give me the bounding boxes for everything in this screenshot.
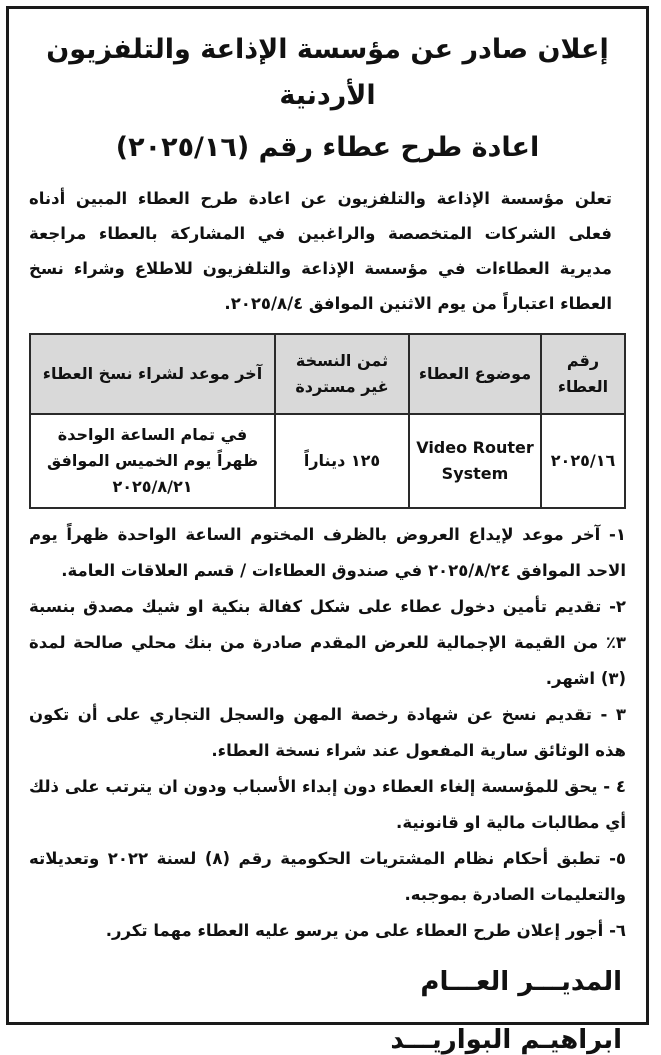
tender-number-value: ٢٠٢٥/١٦ [550, 451, 616, 470]
term-item: ٣ - تقديم نسخ عن شهادة رخصة المهن والسجل التجاري على أن تكون هذه الوثائق سارية المفعول عند شراء نسخة العطاء. [29, 705, 626, 760]
term-item: ١- آخر موعد لإيداع العروض بالظرف المختوم الساعة الواحدة ظهراً يوم الاحد الموافق ٢٠٢٥/٨/٢٤ في صندوق العطاءات / قسم العلاقات العامة. [29, 525, 626, 580]
header-copy-price: ثمن النسخة غير مستردة [275, 334, 409, 414]
header-tender-subject: موضوع العطاء [409, 334, 541, 414]
signatory-name: ابراهيـم البواريـــد [390, 1025, 622, 1055]
cell-purchase-deadline: في تمام الساعة الواحدة ظهراً يوم الخميس الموافق ٢٠٢٥/٨/٢١ [30, 414, 275, 508]
tender-subtitle: اعادة طرح عطاء رقم (٢٠٢٥/١٦) [115, 132, 540, 163]
announcement-title: إعلان صادر عن مؤسسة الإذاعة والتلفزيون الأردنية [46, 34, 609, 111]
cell-copy-price: ١٢٥ ديناراً [275, 414, 409, 508]
table-row [30, 414, 625, 508]
tender-table [29, 333, 626, 509]
intro-paragraph: تعلن مؤسسة الإذاعة والتلفزيون عن اعادة طرح العطاء المبين أدناه فعلى الشركات المتخصصة والراغبين في المشاركة بالعطاء مراجعة مديرية العطاءات في مؤسسة الإذاعة والتلفزيون للاطلاع وشراء نسخ العطاء اعتباراً من يوم الاثنين الموافق ٢٠٢٥/٨/٤. [29, 189, 612, 313]
terms-list [29, 517, 626, 949]
term-item: ٥- تطبق أحكام نظام المشتريات الحكومية رقم (٨) لسنة ٢٠٢٢ وتعديلاته والتعليمات الصادرة بموجبه. [29, 849, 626, 904]
header-tender-number: رقم العطاء [541, 334, 625, 414]
signature-block [29, 967, 626, 1055]
cell-tender-number [541, 414, 625, 508]
term-item: ٢- تقديم تأمين دخول عطاء على شكل كفالة بنكية او شيك مصدق بنسبة ٣٪ من القيمة الإجمالية للعرض المقدم صادرة من بنك محلي صالحة لمدة (٣) اشهر. [29, 597, 626, 688]
tender-subject-value: Video Router System [416, 438, 534, 483]
header-purchase-deadline: آخر موعد لشراء نسخ العطاء [30, 334, 275, 414]
term-item: ٤ - يحق للمؤسسة إلغاء العطاء دون إبداء الأسباب ودون ان يترتب على ذلك أي مطالبات مالية او قانونية. [29, 777, 626, 832]
table-header-row [30, 334, 625, 414]
announcement-page [6, 6, 649, 1055]
cell-tender-subject [409, 414, 541, 508]
signatory-role: المديـــر العـــام [420, 967, 622, 997]
term-item: ٦- أجور إعلان طرح العطاء على من يرسو عليه العطاء مهما تكرر. [105, 921, 626, 940]
